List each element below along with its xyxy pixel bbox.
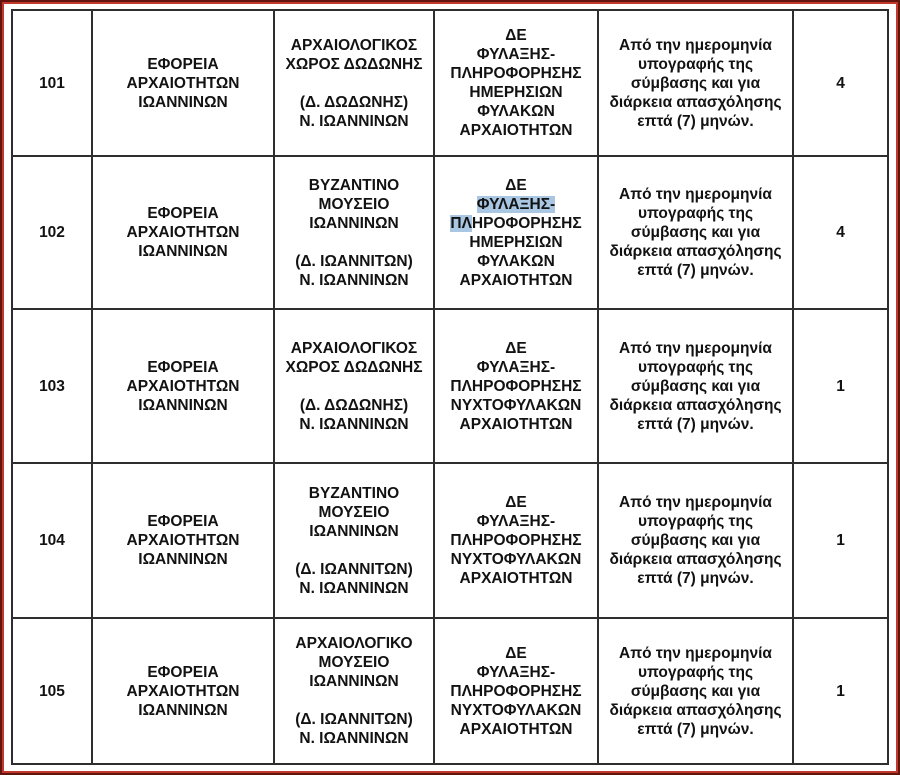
specialty-line [437, 195, 595, 214]
location-line: Ν. ΙΩΑΝΝΙΝΩΝ [299, 271, 409, 289]
duration-line: υπογραφής της [637, 205, 754, 222]
specialty-line [437, 214, 595, 233]
location-line: ΑΡΧΑΙΟΛΟΓΙΚΟ [295, 635, 413, 652]
text-selection-highlight: ΠΛ [450, 214, 472, 232]
location-line: ΙΩΑΝΝΙΝΩΝ [309, 214, 399, 232]
duration-line: Από την ημερομηνία [619, 644, 772, 662]
duration-line: σύμβασης και για [630, 682, 761, 700]
specialty-line [437, 339, 595, 358]
location-cell [274, 618, 434, 764]
paragraph-gap [277, 541, 431, 560]
agency-line: ΕΦΟΡΕΙΑ [147, 358, 219, 376]
agency-line: ΕΦΟΡΕΙΑ [147, 205, 219, 222]
location-line: (Δ. ΔΩΔΩΝΗΣ) [299, 396, 409, 414]
duration-cell [598, 463, 793, 618]
duration-line: επτά (7) μηνών. [637, 112, 754, 130]
specialty-cell [434, 618, 598, 764]
table-row [12, 309, 888, 463]
duration-line: υπογραφής της [637, 663, 754, 681]
agency-line: ΕΦΟΡΕΙΑ [147, 55, 219, 73]
specialty-text: ΠΛΗΡΟΦΟΡΗΣΗΣ [450, 65, 582, 82]
specialty-line [437, 550, 595, 569]
specialty-text: ΑΡΧΑΙΟΤΗΤΩΝ [459, 570, 573, 587]
paragraph-gap [277, 74, 431, 93]
location-line: Ν. ΙΩΑΝΝΙΝΩΝ [299, 415, 409, 433]
specialty-text: ΠΛΗΡΟΦΟΡΗΣΗΣ [450, 532, 582, 549]
specialty-text: ΠΛΗΡΟΦΟΡΗΣΗΣ [450, 682, 582, 700]
paragraph-gap [277, 233, 431, 252]
specialty-text: ΦΥΛΑΞΗΣ- [476, 46, 556, 63]
duration-cell [598, 309, 793, 463]
location-line: ΑΡΧΑΙΟΛΟΓΙΚΟΣ [290, 339, 418, 357]
specialty-line [437, 102, 595, 121]
specialty-line [437, 396, 595, 415]
location-line: ΜΟΥΣΕΙΟ [318, 654, 390, 671]
positions-table [11, 9, 889, 765]
specialty-text: ΗΜΕΡΗΣΙΩΝ [469, 233, 563, 251]
specialty-line [437, 45, 595, 64]
duration-line: σύμβασης και για [630, 74, 761, 92]
specialty-line [437, 682, 595, 701]
specialty-text: ΦΥΛΑΞΗΣ- [476, 513, 556, 530]
agency-cell [92, 618, 274, 764]
table-row [12, 463, 888, 618]
specialty-text: ΗΜΕΡΗΣΙΩΝ [469, 84, 563, 101]
duration-cell [598, 156, 793, 309]
position-code-cell: 105 [12, 618, 92, 764]
specialty-line [437, 493, 595, 512]
location-line: ΜΟΥΣΕΙΟ [318, 503, 390, 521]
duration-line: επτά (7) μηνών. [637, 415, 754, 433]
location-line: (Δ. ΔΩΔΩΝΗΣ) [299, 93, 409, 111]
agency-line: ΙΩΑΝΝΙΝΩΝ [138, 93, 228, 111]
duration-line: επτά (7) μηνών. [637, 720, 754, 738]
specialty-text: ΔΕ [505, 27, 527, 44]
duration-line: Από την ημερομηνία [619, 36, 772, 54]
specialty-line [437, 121, 595, 140]
agency-cell [92, 156, 274, 309]
duration-line: υπογραφής της [637, 358, 754, 376]
duration-line: διάρκεια απασχόλησης [609, 93, 782, 111]
duration-cell [598, 10, 793, 156]
position-code-cell: 102 [12, 156, 92, 309]
specialty-line [437, 64, 595, 83]
location-line: ΧΩΡΟΣ ΔΩΔΩΝΗΣ [285, 358, 423, 376]
agency-line: ΑΡΧΑΙΟΤΗΤΩΝ [126, 74, 240, 92]
agency-line: ΙΩΑΝΝΙΝΩΝ [138, 396, 228, 414]
specialty-line [437, 663, 595, 682]
duration-cell [598, 618, 793, 764]
paragraph-gap [277, 691, 431, 710]
duration-line: σύμβασης και για [630, 532, 761, 549]
agency-line: ΑΡΧΑΙΟΤΗΤΩΝ [126, 224, 240, 241]
table-row [12, 156, 888, 309]
duration-line: Από την ημερομηνία [619, 339, 772, 357]
position-count-cell: 1 [793, 309, 888, 463]
specialty-text: ΦΥΛΑΞΗΣ- [476, 358, 556, 376]
location-line: ΑΡΧΑΙΟΛΟΓΙΚΟΣ [290, 36, 418, 54]
specialty-text: ΑΡΧΑΙΟΤΗΤΩΝ [459, 122, 573, 139]
specialty-text: ΑΡΧΑΙΟΤΗΤΩΝ [459, 415, 573, 433]
duration-line: επτά (7) μηνών. [637, 262, 754, 279]
duration-line: υπογραφής της [637, 55, 754, 73]
specialty-line [437, 83, 595, 102]
location-cell [274, 156, 434, 309]
agency-cell [92, 10, 274, 156]
location-line: ΧΩΡΟΣ ΔΩΔΩΝΗΣ [285, 55, 423, 73]
duration-line: σύμβασης και για [630, 224, 761, 241]
position-count-cell: 1 [793, 618, 888, 764]
specialty-text: ΠΛΗΡΟΦΟΡΗΣΗΣ [450, 377, 582, 395]
agency-line: ΙΩΑΝΝΙΝΩΝ [138, 701, 228, 719]
location-cell [274, 309, 434, 463]
specialty-text: ΝΥΧΤΟΦΥΛΑΚΩΝ [450, 551, 582, 568]
specialty-text: ΝΥΧΤΟΦΥΛΑΚΩΝ [450, 396, 582, 414]
location-line: ΒΥΖΑΝΤΙΝΟ [308, 484, 400, 502]
position-count-cell: 4 [793, 156, 888, 309]
specialty-line [437, 531, 595, 550]
table-row [12, 618, 888, 764]
location-line: ΙΩΑΝΝΙΝΩΝ [309, 673, 399, 690]
duration-line: Από την ημερομηνία [619, 186, 772, 203]
specialty-line [437, 720, 595, 739]
duration-line: επτά (7) μηνών. [637, 570, 754, 587]
specialty-cell [434, 309, 598, 463]
location-line: (Δ. ΙΩΑΝΝΙΤΩΝ) [295, 711, 413, 728]
duration-line: διάρκεια απασχόλησης [609, 243, 782, 260]
duration-line: Από την ημερομηνία [619, 494, 772, 511]
table-row [12, 10, 888, 156]
position-count-cell: 1 [793, 463, 888, 618]
agency-line: ΑΡΧΑΙΟΤΗΤΩΝ [126, 377, 240, 395]
specialty-cell [434, 463, 598, 618]
text-selection-highlight: ΦΥΛΑΞΗΣ- [476, 195, 556, 213]
location-line: (Δ. ΙΩΑΝΝΙΤΩΝ) [295, 560, 413, 578]
specialty-text: ΔΕ [505, 494, 527, 511]
duration-line: σύμβασης και για [630, 377, 761, 395]
specialty-line [437, 26, 595, 45]
duration-line: διάρκεια απασχόλησης [609, 396, 782, 414]
location-cell [274, 463, 434, 618]
location-line: (Δ. ΙΩΑΝΝΙΤΩΝ) [295, 252, 413, 270]
agency-line: ΕΦΟΡΕΙΑ [147, 513, 219, 530]
specialty-text: ΝΥΧΤΟΦΥΛΑΚΩΝ [450, 701, 582, 719]
agency-line: ΙΩΑΝΝΙΝΩΝ [138, 243, 228, 260]
specialty-line [437, 271, 595, 290]
duration-line: διάρκεια απασχόλησης [609, 551, 782, 568]
specialty-line [437, 358, 595, 377]
agency-line: ΕΦΟΡΕΙΑ [147, 663, 219, 681]
specialty-text: ΗΡΟΦΟΡΗΣΗΣ [471, 214, 582, 232]
specialty-text: ΦΥΛΑΚΩΝ [477, 103, 555, 120]
agency-line: ΙΩΑΝΝΙΝΩΝ [138, 551, 228, 568]
specialty-cell [434, 10, 598, 156]
specialty-line [437, 176, 595, 195]
location-cell [274, 10, 434, 156]
specialty-line [437, 233, 595, 252]
positions-table-body [12, 10, 888, 764]
specialty-line [437, 644, 595, 663]
position-code-cell: 104 [12, 463, 92, 618]
position-code-cell: 101 [12, 10, 92, 156]
specialty-text: ΔΕ [505, 339, 527, 357]
specialty-text: ΑΡΧΑΙΟΤΗΤΩΝ [459, 271, 573, 289]
duration-line: υπογραφής της [637, 513, 754, 530]
specialty-text: ΔΕ [505, 176, 527, 194]
agency-cell [92, 463, 274, 618]
location-line: ΜΟΥΣΕΙΟ [318, 195, 390, 213]
capture-frame-inner [2, 2, 898, 773]
specialty-text: ΔΕ [505, 644, 527, 662]
specialty-line [437, 377, 595, 396]
position-count-cell: 4 [793, 10, 888, 156]
location-line: Ν. ΙΩΑΝΝΙΝΩΝ [299, 579, 409, 597]
position-code-cell: 103 [12, 309, 92, 463]
agency-line: ΑΡΧΑΙΟΤΗΤΩΝ [126, 532, 240, 549]
specialty-line [437, 415, 595, 434]
specialty-line [437, 252, 595, 271]
location-line: ΙΩΑΝΝΙΝΩΝ [309, 522, 399, 540]
specialty-line [437, 569, 595, 588]
agency-line: ΑΡΧΑΙΟΤΗΤΩΝ [126, 682, 240, 700]
agency-cell [92, 309, 274, 463]
location-line: Ν. ΙΩΑΝΝΙΝΩΝ [299, 730, 409, 747]
location-line: Ν. ΙΩΑΝΝΙΝΩΝ [299, 112, 409, 130]
location-line: ΒΥΖΑΝΤΙΝΟ [308, 176, 400, 194]
paragraph-gap [277, 377, 431, 396]
specialty-text: ΦΥΛΑΚΩΝ [477, 252, 555, 270]
specialty-cell [434, 156, 598, 309]
specialty-text: ΦΥΛΑΞΗΣ- [476, 663, 556, 681]
specialty-line [437, 701, 595, 720]
specialty-text: ΑΡΧΑΙΟΤΗΤΩΝ [459, 720, 573, 738]
specialty-line [437, 512, 595, 531]
duration-line: διάρκεια απασχόλησης [609, 701, 782, 719]
